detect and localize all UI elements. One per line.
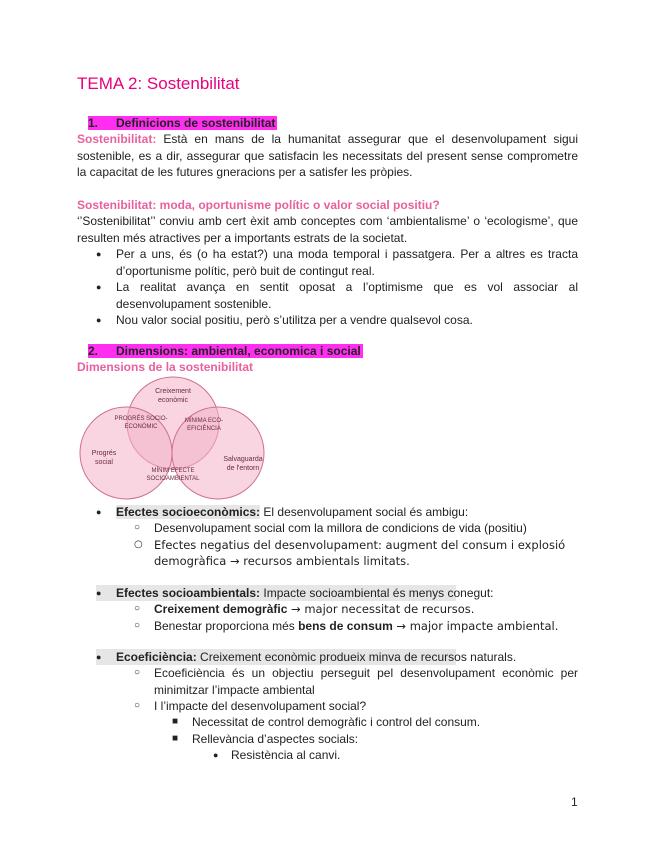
subheading-dimensions: Dimensions de la sostenibilitat <box>77 360 254 374</box>
venn-intersection-right-2: EFICIÈNCIA <box>187 426 221 432</box>
list-item <box>154 601 578 618</box>
list-item: ● Nou valor social positiu, però s’utilitza per a vendre qualsevol cosa. <box>116 312 578 329</box>
effects-socioeconomic-label: Efectes socioeconòmics: <box>116 505 261 519</box>
list-item: ● Per a uns, és (o ha estat?) una moda temporal i passatgera. Per a altres es tracta d’oportunisme polític, però buit de contingut real. <box>116 246 578 279</box>
list-item <box>116 585 578 602</box>
venn-label-top-1: Creixement <box>155 388 191 395</box>
ecoefficiency-label: Ecoeficiència: <box>116 650 197 664</box>
subheading-moda: Sostenibilitat: moda, oportunisme polític o valor social positiu? <box>77 198 440 212</box>
section-1-heading <box>88 115 277 132</box>
list-item <box>116 649 578 666</box>
item-text: → major impacte ambiental. <box>392 619 559 633</box>
page-title: TEMA 2: Sostenbilitat <box>77 74 240 93</box>
venn-intersection-bottom-2: SOCIOAMBIENTAL <box>146 476 200 482</box>
effects-socioeconomic-text: El desenvolupament social és ambigu: <box>260 505 469 519</box>
definition-text: Està en mans de la humanitat assegurar que el desenvolupament sigui sostenible, es a dir, assegurar que satisfacin les necessitats del present sense comprometre la capacitat de les futures gneracions per a satisfer les pròpies. <box>77 132 578 179</box>
effects-socioenvironmental-label: Efectes socioambientals: <box>116 586 261 600</box>
venn-intersection-left-2: ECONÒMIC <box>124 424 158 430</box>
list-item: ■ Rellevància d’aspectes socials: <box>192 731 578 748</box>
list-item <box>116 504 578 521</box>
venn-intersection-right-1: MÍNIMA ECO- <box>184 418 224 424</box>
item-bold: bens de consum <box>298 619 393 633</box>
venn-label-top-2: econòmic <box>158 397 188 404</box>
list-item: ○ Ecoeficiència és un objectiu perseguit pel desenvolupament econòmic per minimitzar l’impacte ambiental <box>154 665 578 698</box>
effects-socioenvironmental-text: Impacte socioambiental és menys conegut: <box>260 586 494 600</box>
section-2-heading <box>88 343 363 360</box>
list-item: ■ Necessitat de control demogràfic i control del consum. <box>192 714 578 731</box>
list-item-continuation: demogràfica → recursos ambientals limitats. <box>154 554 410 568</box>
list-item: ○ Efectes negatius del desenvolupament: augment del consum i explosió <box>154 537 578 554</box>
definition-term: Sostenibilitat: <box>77 132 157 146</box>
item-text: Benestar proporciona més <box>154 619 299 633</box>
item-text: → major necessitat de recursos. <box>287 602 475 616</box>
venn-intersection-bottom-1: MÍNIM EFECTE <box>151 468 195 474</box>
list-item: ○ I l’impacte del desenvolupament social? <box>154 698 578 715</box>
venn-label-left-2: social <box>95 459 113 466</box>
section-1-number: 1. <box>88 116 99 130</box>
intro-paragraph: ‘’Sostenibilitat’’ conviu amb cert èxit amb conceptes com ‘ambientalisme’ o ‘ecologisme’, que resulten més atractives per a importants estrats de la societat. <box>77 214 578 245</box>
section-1-title: Definicions de sostenibilitat <box>116 116 276 130</box>
venn-intersection-left-1: PROGRÉS SOCIO- <box>114 416 168 422</box>
section-2-title: Dimensions: ambiental, economica i social <box>116 344 361 358</box>
venn-label-left-1: Progrés <box>91 450 117 457</box>
venn-label-right-1: Salvaguarda <box>223 456 263 463</box>
list-item <box>154 618 578 635</box>
page-number: 1 <box>571 795 578 809</box>
list-item: ● Resistència al canvi. <box>231 747 578 764</box>
list-item: ○ Desenvolupament social com la millora de condicions de vida (positiu) <box>154 520 578 537</box>
ecoefficiency-text: Creixement econòmic produeix minva de recursos naturals. <box>196 650 517 664</box>
venn-diagram <box>76 375 272 501</box>
item-bold: Creixement demogràfic <box>154 602 288 616</box>
list-item: ● La realitat avança en sentit oposat a l’optimisme que es vol associar al desenvolupament sostenible. <box>116 279 578 312</box>
venn-label-right-2: de l'entorn <box>226 465 260 472</box>
section-2-number: 2. <box>88 344 99 358</box>
definition-paragraph <box>77 131 578 181</box>
